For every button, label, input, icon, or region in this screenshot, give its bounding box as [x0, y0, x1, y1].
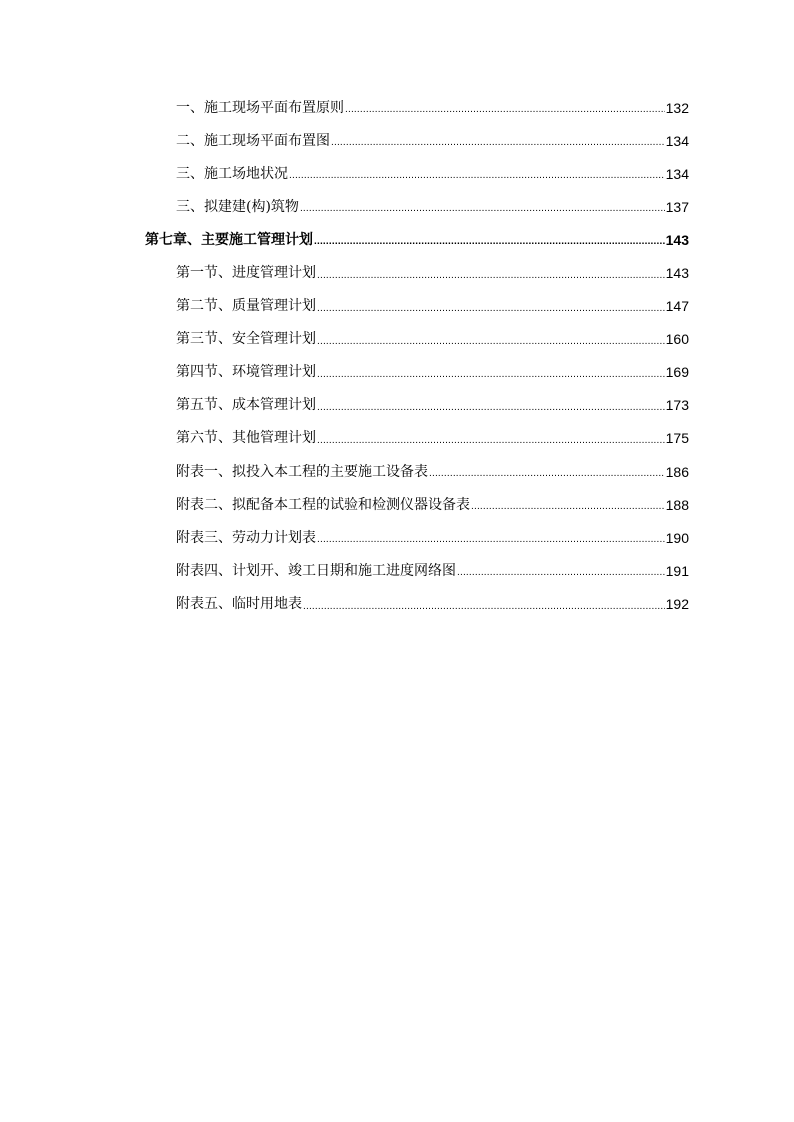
toc-entry[interactable]: [0, 91, 794, 124]
toc-dot-leader: [331, 138, 665, 148]
toc-page-number: 132: [665, 99, 689, 116]
toc-chapter-entry[interactable]: [0, 223, 794, 256]
toc-entry-title: 三、拟建建(构)筑物: [176, 198, 299, 215]
toc-entry[interactable]: [0, 124, 794, 157]
toc-dot-leader: [317, 436, 665, 446]
toc-page-number: 188: [665, 496, 689, 513]
toc-dot-leader: [317, 535, 665, 545]
toc-entry-title: 二、施工现场平面布置图: [176, 132, 330, 149]
toc-dot-leader: [314, 237, 665, 247]
toc-entry-title: 附表四、计划开、竣工日期和施工进度网络图: [176, 562, 456, 579]
toc-dot-leader: [429, 469, 665, 479]
toc-dot-leader: [317, 403, 665, 413]
toc-entry-title: 第四节、环境管理计划: [176, 364, 316, 381]
toc-entry-title: 附表二、拟配备本工程的试验和检测仪器设备表: [176, 496, 470, 513]
toc-entry[interactable]: [0, 356, 794, 389]
toc-entry[interactable]: [0, 488, 794, 521]
toc-entry-title: 第一节、进度管理计划: [176, 265, 316, 282]
toc-page-number: 134: [665, 165, 689, 182]
toc-page-number: 191: [665, 562, 689, 579]
toc-dot-leader: [345, 105, 665, 115]
toc-dot-leader: [317, 271, 665, 281]
toc-entry-title: 第五节、成本管理计划: [176, 397, 316, 414]
toc-page-number: 143: [665, 265, 689, 282]
toc-dot-leader: [300, 204, 665, 214]
toc-entry[interactable]: [0, 323, 794, 356]
table-of-contents: [0, 91, 794, 621]
toc-dot-leader: [317, 304, 665, 314]
toc-entry[interactable]: [0, 190, 794, 223]
toc-entry-title: 第六节、其他管理计划: [176, 430, 316, 447]
toc-chapter-title: 第七章、主要施工管理计划: [145, 231, 313, 248]
toc-page-number: 186: [665, 463, 689, 480]
toc-page-number: 160: [665, 331, 689, 348]
toc-page-number: 190: [665, 529, 689, 546]
toc-entry[interactable]: [0, 290, 794, 323]
toc-entry[interactable]: [0, 554, 794, 587]
toc-page-number: 134: [665, 132, 689, 149]
toc-entry-title: 三、施工场地状况: [176, 165, 288, 182]
toc-entry[interactable]: [0, 455, 794, 488]
toc-entry-title: 附表一、拟投入本工程的主要施工设备表: [176, 463, 428, 480]
toc-entry[interactable]: [0, 422, 794, 455]
toc-entry-title: 附表五、临时用地表: [176, 595, 302, 612]
toc-page-number: 137: [665, 198, 689, 215]
toc-entry[interactable]: [0, 587, 794, 620]
toc-dot-leader: [289, 171, 665, 181]
toc-entry[interactable]: [0, 521, 794, 554]
toc-entry[interactable]: [0, 256, 794, 289]
toc-page-number: 147: [665, 298, 689, 315]
toc-entry-title: 第二节、质量管理计划: [176, 298, 316, 315]
toc-page-number: 192: [665, 595, 689, 612]
toc-page-number: 143: [665, 231, 689, 248]
toc-dot-leader: [317, 370, 665, 380]
toc-dot-leader: [303, 602, 665, 612]
toc-entry[interactable]: [0, 157, 794, 190]
toc-page-number: 169: [665, 364, 689, 381]
toc-dot-leader: [317, 337, 665, 347]
toc-page-number: 173: [665, 397, 689, 414]
toc-dot-leader: [457, 568, 665, 578]
toc-entry[interactable]: [0, 389, 794, 422]
toc-dot-leader: [471, 502, 665, 512]
toc-entry-title: 第三节、安全管理计划: [176, 331, 316, 348]
toc-page-number: 175: [665, 430, 689, 447]
toc-entry-title: 一、施工现场平面布置原则: [176, 99, 344, 116]
toc-entry-title: 附表三、劳动力计划表: [176, 529, 316, 546]
